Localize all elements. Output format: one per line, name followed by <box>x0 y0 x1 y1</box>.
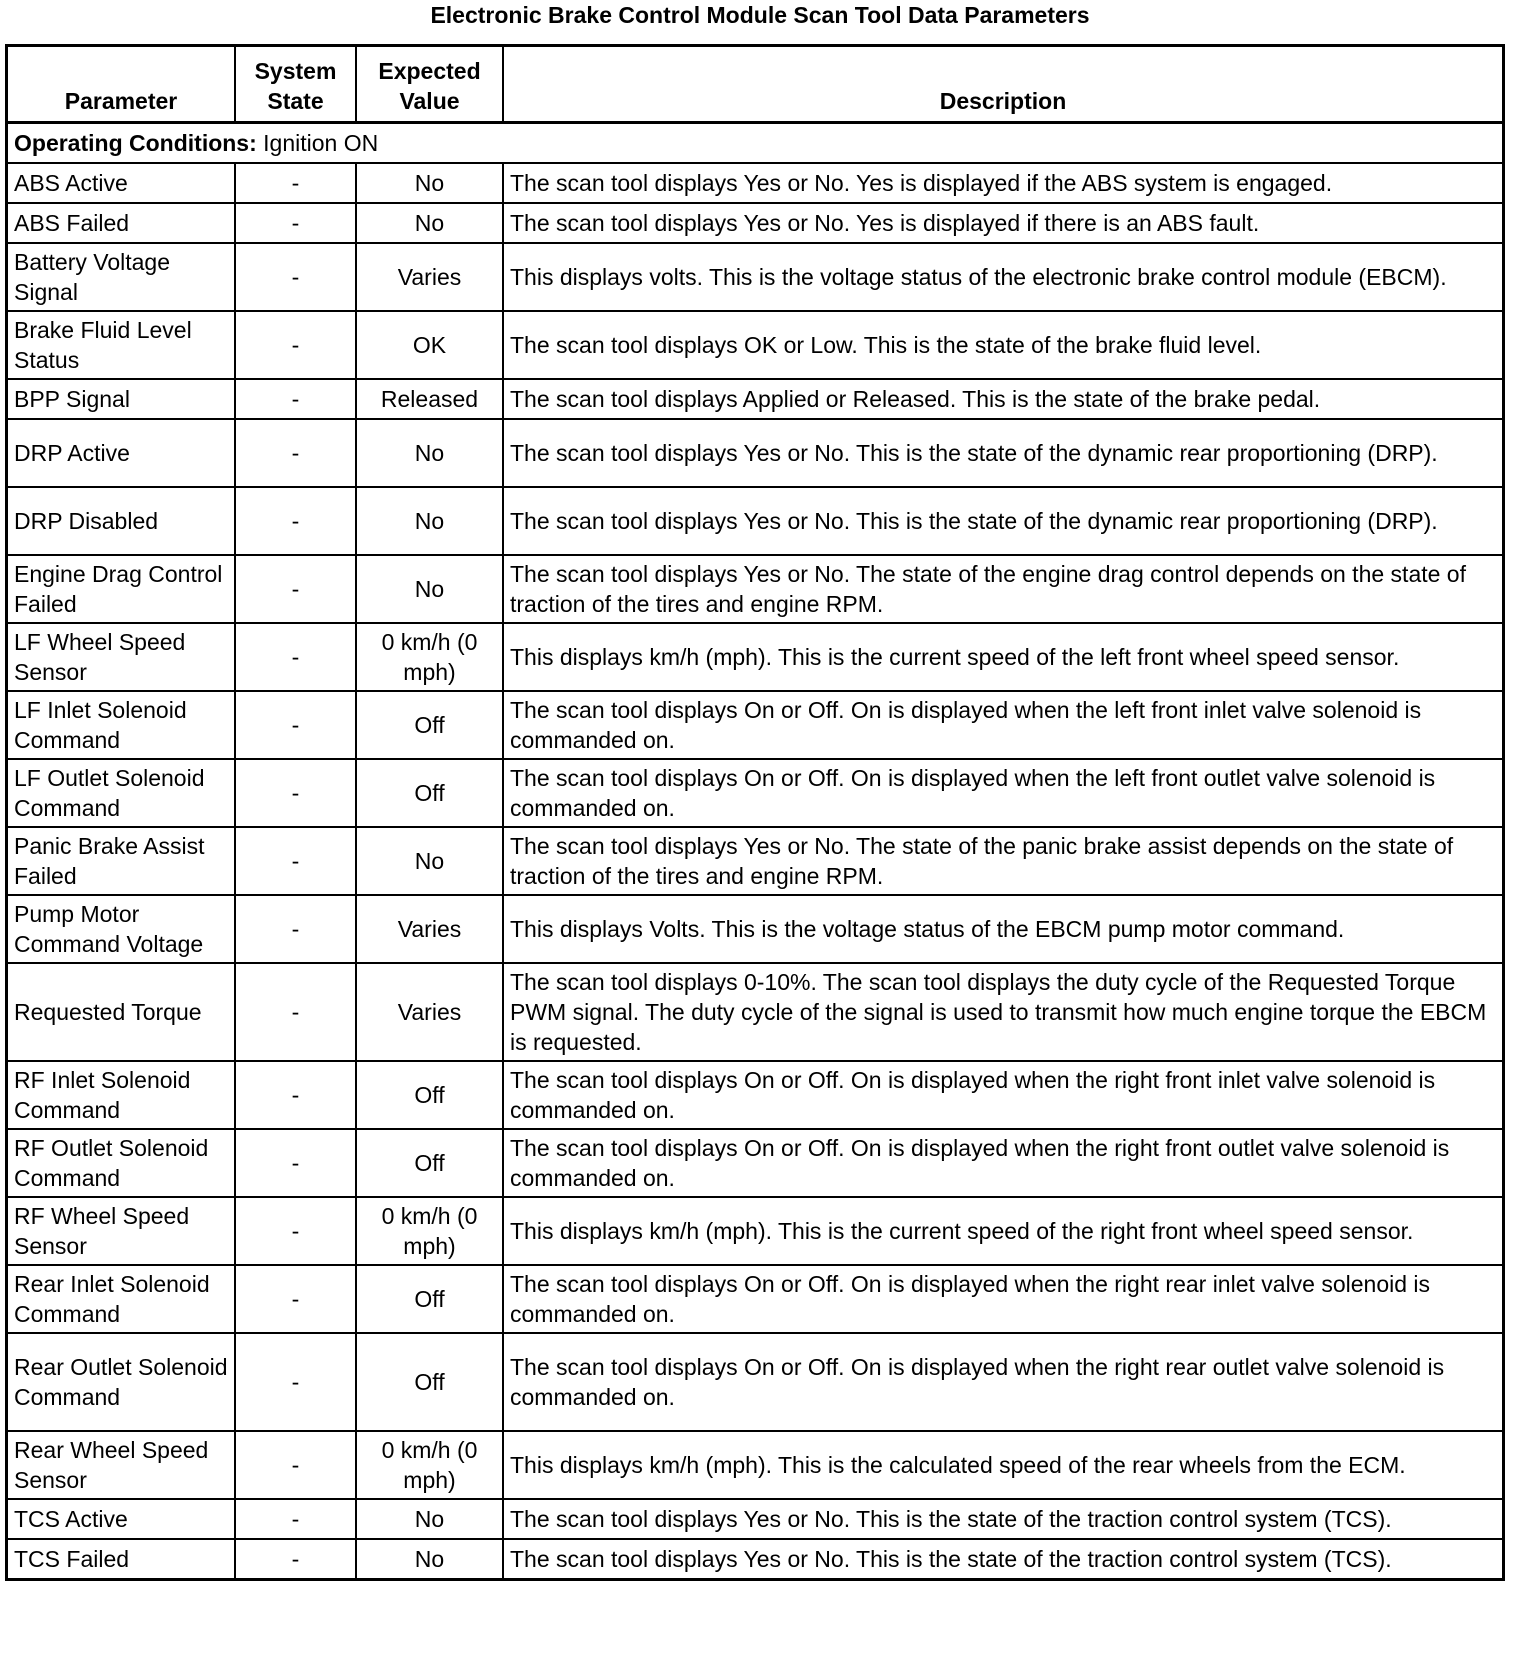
expected-value-cell: Varies <box>356 895 503 963</box>
system-state-cell: - <box>235 963 356 1061</box>
description-cell: This displays km/h (mph). This is the current speed of the right front wheel speed sensor. <box>503 1197 1504 1265</box>
table-row <box>7 379 1504 419</box>
parameter-cell: RF Wheel Speed Sensor <box>7 1197 236 1265</box>
description-cell: This displays km/h (mph). This is the calculated speed of the rear wheels from the ECM. <box>503 1431 1504 1499</box>
description-cell: This displays volts. This is the voltage status of the electronic brake control module (EBCM). <box>503 243 1504 311</box>
system-state-cell: - <box>235 1539 356 1580</box>
system-state-cell: - <box>235 691 356 759</box>
description-cell: The scan tool displays OK or Low. This is the state of the brake fluid level. <box>503 311 1504 379</box>
system-state-cell: - <box>235 419 356 487</box>
table-header-row <box>7 46 1504 123</box>
scan-tool-parameters-table <box>5 44 1505 1581</box>
system-state-cell: - <box>235 203 356 243</box>
description-cell: The scan tool displays On or Off. On is displayed when the left front inlet valve solenoid is commanded on. <box>503 691 1504 759</box>
table-row <box>7 1333 1504 1431</box>
system-state-cell: - <box>235 623 356 691</box>
expected-value-cell: No <box>356 1539 503 1580</box>
description-cell: The scan tool displays Yes or No. This is the state of the dynamic rear proportioning (DRP). <box>503 419 1504 487</box>
expected-value-cell: 0 km/h (0 mph) <box>356 1431 503 1499</box>
system-state-cell: - <box>235 827 356 895</box>
expected-value-cell: Off <box>356 1333 503 1431</box>
expected-value-cell: Off <box>356 1265 503 1333</box>
description-cell: This displays Volts. This is the voltage status of the EBCM pump motor command. <box>503 895 1504 963</box>
expected-value-cell: Released <box>356 379 503 419</box>
table-row <box>7 419 1504 487</box>
expected-value-cell: Off <box>356 1061 503 1129</box>
expected-value-cell: No <box>356 555 503 623</box>
table-row <box>7 243 1504 311</box>
description-cell: The scan tool displays Yes or No. This is the state of the traction control system (TCS). <box>503 1539 1504 1580</box>
expected-value-cell: No <box>356 827 503 895</box>
parameter-cell: TCS Failed <box>7 1539 236 1580</box>
document-title: Electronic Brake Control Module Scan Tool Data Parameters <box>430 2 1090 28</box>
table-row <box>7 311 1504 379</box>
operating-conditions-row <box>7 123 1504 164</box>
description-cell: The scan tool displays Yes or No. Yes is displayed if the ABS system is engaged. <box>503 163 1504 203</box>
expected-value-cell: OK <box>356 311 503 379</box>
table-row <box>7 1129 1504 1197</box>
parameter-cell: DRP Disabled <box>7 487 236 555</box>
system-state-cell: - <box>235 487 356 555</box>
parameter-cell: LF Wheel Speed Sensor <box>7 623 236 691</box>
description-cell: The scan tool displays On or Off. On is displayed when the right front inlet valve solenoid is commanded on. <box>503 1061 1504 1129</box>
description-cell: The scan tool displays Applied or Released. This is the state of the brake pedal. <box>503 379 1504 419</box>
system-state-cell: - <box>235 1333 356 1431</box>
parameter-cell: Rear Wheel Speed Sensor <box>7 1431 236 1499</box>
column-header-description: Description <box>503 46 1504 123</box>
system-state-cell: - <box>235 379 356 419</box>
system-state-cell: - <box>235 243 356 311</box>
description-cell: The scan tool displays Yes or No. This is the state of the dynamic rear proportioning (DRP). <box>503 487 1504 555</box>
expected-value-cell: No <box>356 203 503 243</box>
system-state-cell: - <box>235 759 356 827</box>
description-cell: The scan tool displays Yes or No. Yes is displayed if there is an ABS fault. <box>503 203 1504 243</box>
description-cell: The scan tool displays On or Off. On is displayed when the left front outlet valve solenoid is commanded on. <box>503 759 1504 827</box>
parameter-cell: LF Outlet Solenoid Command <box>7 759 236 827</box>
system-state-cell: - <box>235 1499 356 1539</box>
parameter-cell: Battery Voltage Signal <box>7 243 236 311</box>
system-state-cell: - <box>235 163 356 203</box>
parameter-cell: Brake Fluid Level Status <box>7 311 236 379</box>
table-row <box>7 1499 1504 1539</box>
system-state-cell: - <box>235 1197 356 1265</box>
table-row <box>7 827 1504 895</box>
description-cell: The scan tool displays On or Off. On is displayed when the right front outlet valve solenoid is commanded on. <box>503 1129 1504 1197</box>
parameter-cell: TCS Active <box>7 1499 236 1539</box>
description-cell: The scan tool displays Yes or No. This is the state of the traction control system (TCS). <box>503 1499 1504 1539</box>
expected-value-cell: No <box>356 163 503 203</box>
table-row <box>7 759 1504 827</box>
operating-conditions-cell <box>7 123 1504 164</box>
parameter-cell: ABS Failed <box>7 203 236 243</box>
expected-value-cell: No <box>356 487 503 555</box>
parameter-cell: Rear Inlet Solenoid Command <box>7 1265 236 1333</box>
parameter-cell: Panic Brake Assist Failed <box>7 827 236 895</box>
parameter-cell: Pump Motor Command Voltage <box>7 895 236 963</box>
system-state-cell: - <box>235 1061 356 1129</box>
description-cell: The scan tool displays Yes or No. The state of the engine drag control depends on the state of traction of the tires and engine RPM. <box>503 555 1504 623</box>
system-state-cell: - <box>235 895 356 963</box>
parameter-cell: RF Outlet Solenoid Command <box>7 1129 236 1197</box>
table-row <box>7 623 1504 691</box>
column-header-expected-value: Expected Value <box>356 46 503 123</box>
expected-value-cell: 0 km/h (0 mph) <box>356 623 503 691</box>
expected-value-cell: No <box>356 1499 503 1539</box>
expected-value-cell: Varies <box>356 963 503 1061</box>
operating-conditions-value: Ignition ON <box>256 130 379 156</box>
parameter-cell: Engine Drag Control Failed <box>7 555 236 623</box>
system-state-cell: - <box>235 1129 356 1197</box>
table-row <box>7 895 1504 963</box>
system-state-cell: - <box>235 1431 356 1499</box>
system-state-cell: - <box>235 1265 356 1333</box>
column-header-system-state: System State <box>235 46 356 123</box>
table-row <box>7 963 1504 1061</box>
description-cell: The scan tool displays 0-10%. The scan tool displays the duty cycle of the Requested Torque PWM signal. The duty cycle of the signal is used to transmit how much engine torque the EBCM is requested. <box>503 963 1504 1061</box>
expected-value-cell: 0 km/h (0 mph) <box>356 1197 503 1265</box>
table-row <box>7 1061 1504 1129</box>
expected-value-cell: No <box>356 419 503 487</box>
table-row <box>7 163 1504 203</box>
description-cell: The scan tool displays On or Off. On is displayed when the right rear inlet valve solenoid is commanded on. <box>503 1265 1504 1333</box>
table-row <box>7 555 1504 623</box>
parameter-cell: ABS Active <box>7 163 236 203</box>
column-header-parameter: Parameter <box>7 46 236 123</box>
expected-value-cell: Off <box>356 691 503 759</box>
table-row <box>7 203 1504 243</box>
table-row <box>7 1539 1504 1580</box>
system-state-cell: - <box>235 555 356 623</box>
parameter-cell: DRP Active <box>7 419 236 487</box>
table-row <box>7 487 1504 555</box>
description-cell: This displays km/h (mph). This is the current speed of the left front wheel speed sensor. <box>503 623 1504 691</box>
description-cell: The scan tool displays Yes or No. The state of the panic brake assist depends on the state of traction of the tires and engine RPM. <box>503 827 1504 895</box>
table-row <box>7 1197 1504 1265</box>
table-row <box>7 1431 1504 1499</box>
parameter-cell: BPP Signal <box>7 379 236 419</box>
table-row <box>7 1265 1504 1333</box>
operating-conditions-label: Operating Conditions: <box>14 130 257 156</box>
table-row <box>7 691 1504 759</box>
parameter-cell: RF Inlet Solenoid Command <box>7 1061 236 1129</box>
expected-value-cell: Varies <box>356 243 503 311</box>
description-cell: The scan tool displays On or Off. On is displayed when the right rear outlet valve solenoid is commanded on. <box>503 1333 1504 1431</box>
system-state-cell: - <box>235 311 356 379</box>
parameter-cell: LF Inlet Solenoid Command <box>7 691 236 759</box>
expected-value-cell: Off <box>356 1129 503 1197</box>
expected-value-cell: Off <box>356 759 503 827</box>
parameter-cell: Requested Torque <box>7 963 236 1061</box>
parameter-cell: Rear Outlet Solenoid Command <box>7 1333 236 1431</box>
